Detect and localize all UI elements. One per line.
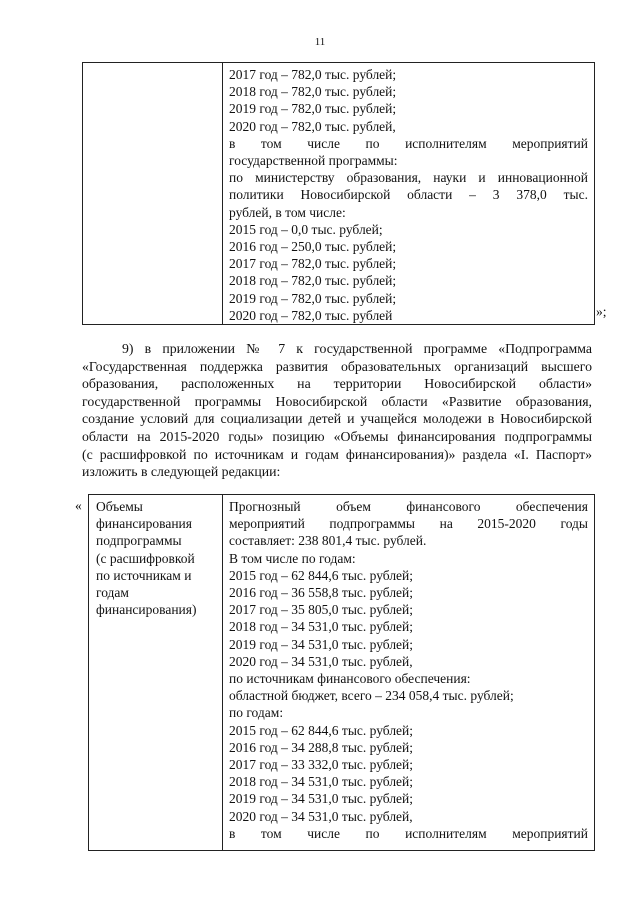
table2-right-line: 2018 год – 34 531,0 тыс. рублей; [229,619,414,635]
table1-line: политики Новосибирской области – 3 378,0 тыс. [229,187,588,203]
table2-right-cell [223,495,595,851]
table2-right-line: 2016 год – 34 288,8 тыс. рублей; [229,739,414,755]
table2-left-line: финансирования [96,516,192,532]
table2-right-line: 2020 год – 34 531,0 тыс. рублей, [229,808,413,824]
table1-line: 2015 год – 0,0 тыс. рублей; [229,221,383,237]
table2-right-line: 2019 год – 34 531,0 тыс. рублей; [229,791,414,807]
paragraph-line: изложить в следующей редакции: [82,464,281,480]
table1-line: 2018 год – 782,0 тыс. рублей; [229,84,397,100]
table2-right-line: в том числе по исполнителям мероприятий [229,825,588,841]
table2-left-line: годам [96,585,129,601]
paragraph-line: 9) в приложении № 7 к государственной программе «Подпрограмма [122,341,592,356]
paragraph-line: (с расшифровкой по источникам и годам финансирования)» раздела «I. Паспорт» [82,446,592,462]
table1-closing-quote: »; [596,304,607,319]
table1-line: 2016 год – 250,0 тыс. рублей; [229,238,397,254]
financing-table-continued [82,62,595,325]
paragraph-line: области на 2015-2020 годы» позицию «Объемы финансирования подпрограммы [82,428,592,444]
table1-line: 2020 год – 782,0 тыс. рублей, [229,118,396,134]
table1-line: по министерству образования, науки и инновационной [229,170,588,186]
table2-left-line: финансирования) [96,602,197,618]
table2-right-line: составляет: 238 801,4 тыс. рублей. [229,533,427,549]
table1-line: 2019 год – 782,0 тыс. рублей; [229,101,397,117]
table1-line: 2020 год – 782,0 тыс. рублей [229,307,393,323]
table2-right-line: 2020 год – 34 531,0 тыс. рублей, [229,653,413,669]
table2-left-line: (с расшифровкой [96,550,195,566]
table2-right-line: 2016 год – 36 558,8 тыс. рублей; [229,584,414,600]
table2-left-line: Объемы [96,499,143,514]
paragraph-line: государственной программы Новосибирской области «Развитие образования, [82,393,592,409]
table2-right-line: областной бюджет, всего – 234 058,4 тыс. рублей; [229,688,514,704]
table1-line: в том числе по исполнителям мероприятий [229,135,588,151]
table2-right-line: 2017 год – 35 805,0 тыс. рублей; [229,602,414,618]
table1-right-cell [223,63,595,325]
table2-left-line: по источникам и [96,567,192,583]
paragraph-line: «Государственная поддержка развития образовательных организаций высшего [82,358,592,374]
table1-line: государственной программы: [229,153,398,168]
table1-line: 2019 год – 782,0 тыс. рублей; [229,290,397,306]
paragraph-line: образования, расположенных на территории Новосибирской области» [82,376,592,392]
table2-left-line: подпрограммы [96,533,182,549]
table1-line: 2018 год – 782,0 тыс. рублей; [229,273,397,289]
table1-left-cell [83,63,223,325]
table2-right-line: В том числе по годам: [229,550,356,566]
table2-right-line: 2019 год – 34 531,0 тыс. рублей; [229,636,414,652]
amendment-paragraph [82,340,592,481]
table1-line: рублей, в том числе: [229,204,346,220]
table1-line: 2017 год – 782,0 тыс. рублей; [229,67,397,82]
table2-opening-quote: « [75,498,82,513]
table2-right-line: 2018 год – 34 531,0 тыс. рублей; [229,774,414,790]
table2-right-line: 2015 год – 62 844,6 тыс. рублей; [229,722,414,738]
table2-right-line: 2017 год – 33 332,0 тыс. рублей; [229,757,414,773]
financing-volumes-table [88,494,595,851]
page-number: 11 [314,36,326,48]
table2-left-cell [89,495,223,851]
table2-right-line: Прогнозный объем финансового обеспечения [229,499,588,514]
table2-right-line: 2015 год – 62 844,6 тыс. рублей; [229,567,414,583]
table2-right-line: по источникам финансового обеспечения: [229,671,471,686]
table2-right-line: по годам: [229,705,284,721]
table1-line: 2017 год – 782,0 тыс. рублей; [229,256,397,272]
table2-right-line: мероприятий подпрограммы на 2015-2020 годы [229,516,588,532]
paragraph-line: создание условий для социализации детей и учащейся молодежи в Новосибирской [82,411,592,427]
